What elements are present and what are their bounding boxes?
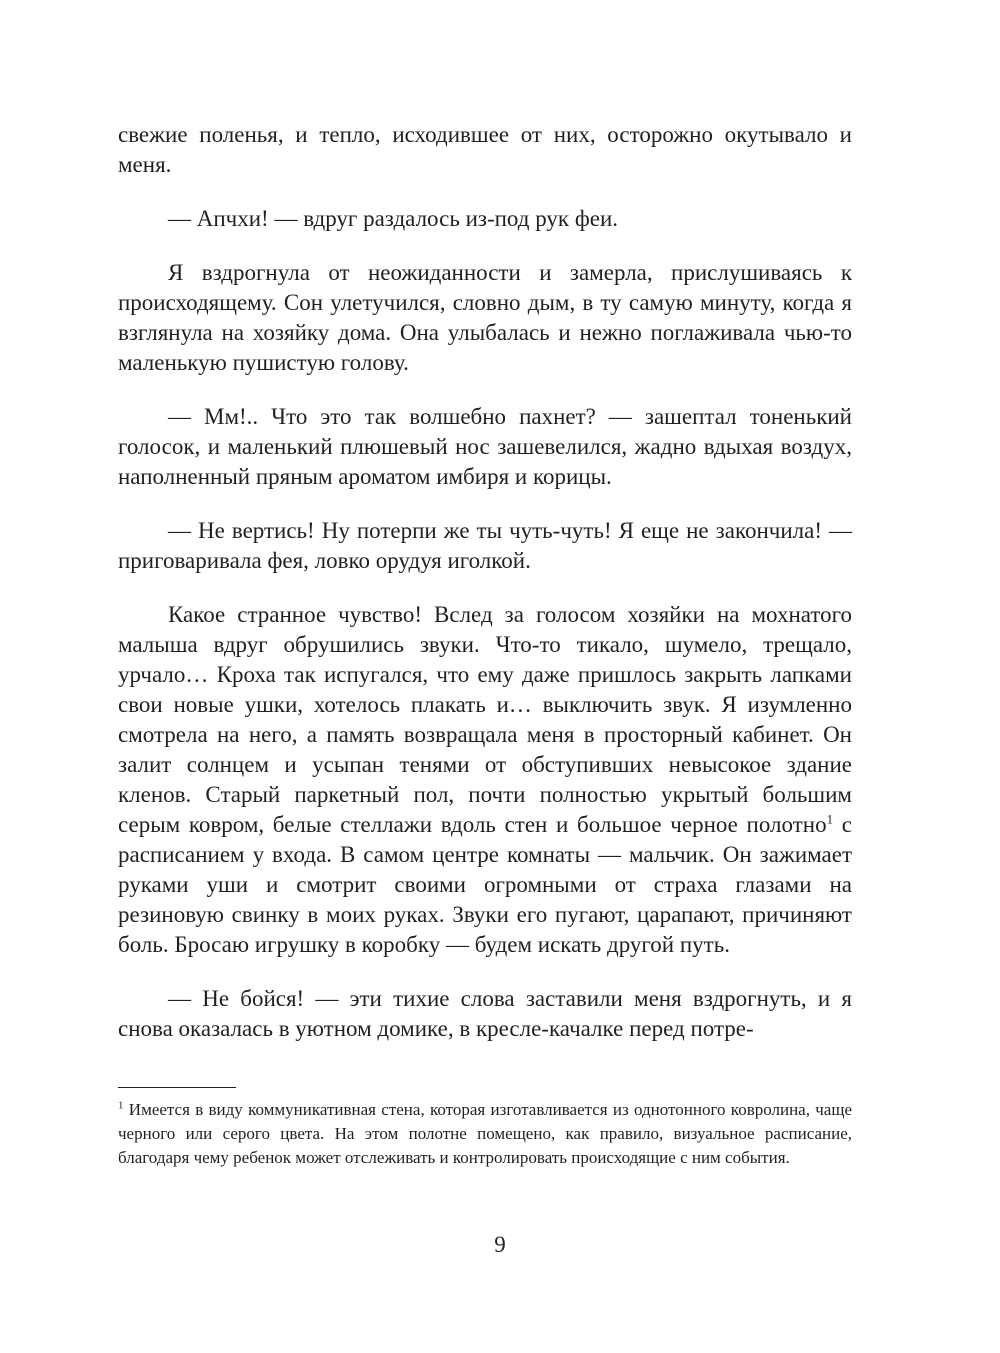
footnote-marker: 1: [118, 1099, 124, 1112]
page-body: [118, 120, 852, 1044]
footnote-divider: [118, 1087, 236, 1088]
paragraph-5: — Не вертись! Ну потерпи же ты чуть-чуть! Я еще не закончила! — приговаривала фея, ловко орудуя иголкой.: [118, 518, 852, 573]
paragraph-6-text-start: Какое странное чувство! Вслед за голосом хозяйки на мохнатого малыша вдруг обрушились звуки. Что-то тикало, шумело, трещало, урчало… Кроха так испугался, что ему даже пришлось закрыть лапками свои новые ушки, хотелось плакать и… выключить звук. Я изумленно смотрела на него, а память возвращала меня в просторный кабинет. Он залит солнцем и усыпан тенями от обступивших невысокое здание кленов. Старый паркетный пол, почти полностью укрытый большим серым ковром, белые стеллажи вдоль стен и большое черное полотно: [118, 602, 852, 837]
footnote-text: Имеется в виду коммуникативная стена, которая изготавливается из однотонного ковролина, чаще черного или серого цвета. На этом полотне помещено, как правило, визуальное расписание, благодаря чему ребенок может отслеживать и контролировать происходящие с ним события.: [118, 1100, 852, 1167]
paragraph-7: — Не бойся! — эти тихие слова заставили меня вздрогнуть, и я снова оказалась в уютном домике, в кресле-качалке перед потре-: [118, 986, 852, 1041]
paragraph-4: — Мм!.. Что это так волшебно пахнет? — зашептал тоненький голосок, и маленький плюшевый нос зашевелился, жадно вдыхая воздух, наполненный пряным ароматом имбиря и корицы.: [118, 404, 852, 489]
paragraph-6: [118, 600, 852, 960]
paragraph-3: Я вздрогнула от неожиданности и замерла, прислушиваясь к происходящему. Сон улетучился, словно дым, в ту самую минуту, когда я взглянула на хозяйку дома. Она улыбалась и нежно поглаживала чью-то маленькую пушистую голову.: [118, 260, 852, 375]
paragraph-6-text-end: с расписанием у входа. В самом центре комнаты — мальчик. Он зажимает руками уши и смотрит своими огромными от страха глазами на резиновую свинку в моих руках. Звуки его пугают, царапают, причиняют боль. Бросаю игрушку в коробку — будем искать другой путь.: [118, 812, 852, 957]
footnote-reference[interactable]: 1: [826, 811, 834, 827]
footnote: [118, 1098, 852, 1170]
paragraph-2: — Апчхи! — вдруг раздалось из-под рук феи.: [168, 206, 619, 231]
page-number: 9: [494, 1232, 506, 1257]
paragraph-1: свежие поленья, и тепло, исходившее от них, осторожно окутывало и меня.: [118, 122, 852, 177]
